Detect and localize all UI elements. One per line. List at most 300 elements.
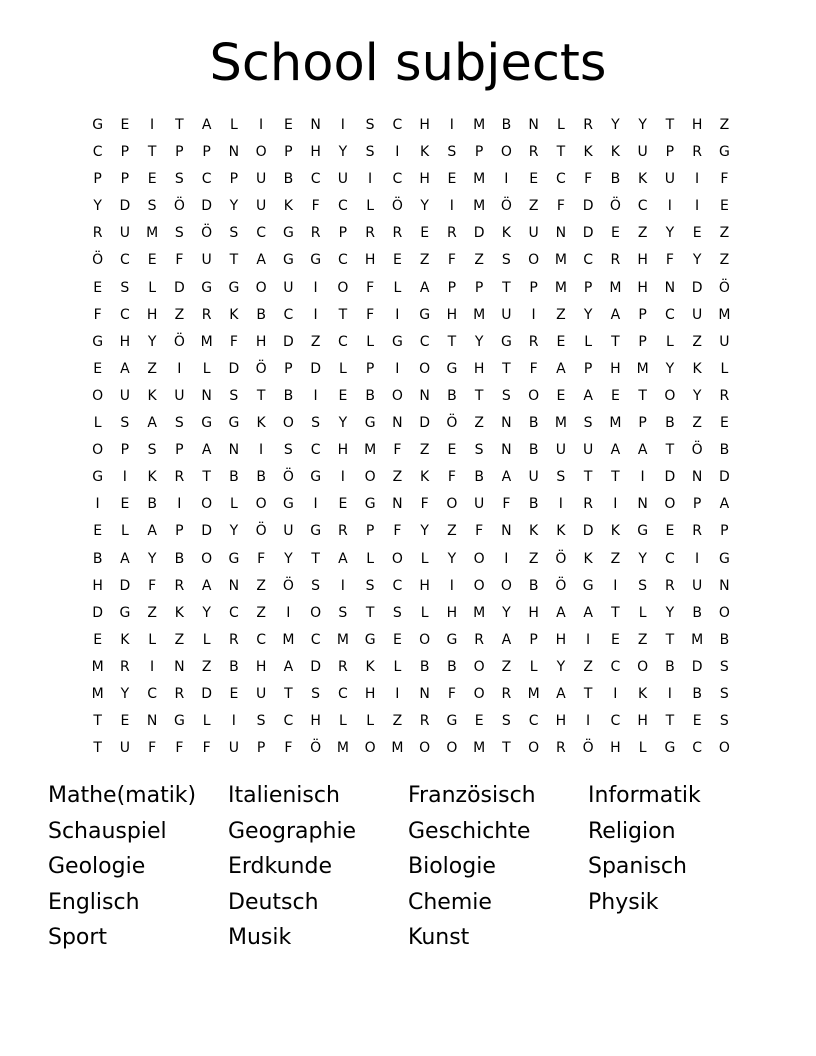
grid-letter: M <box>146 225 159 242</box>
grid-letter: L <box>366 550 375 567</box>
grid-letter: O <box>364 740 376 757</box>
grid-letter: H <box>446 306 458 323</box>
grid-letter: I <box>340 469 345 486</box>
grid-letter: E <box>392 252 402 269</box>
grid-letter: R <box>692 144 702 161</box>
grid-letter: R <box>719 387 730 404</box>
grid-letter: L <box>420 604 429 621</box>
grid-letter: F <box>284 740 293 757</box>
grid-letter: E <box>338 387 348 404</box>
word-list-item: Chemie <box>408 889 492 915</box>
grid-letter: U <box>583 442 594 459</box>
grid-letter: B <box>229 658 239 675</box>
grid-letter: G <box>282 225 294 242</box>
grid-letter: C <box>310 442 321 459</box>
grid-letter: P <box>365 523 375 540</box>
grid-letter: K <box>229 306 239 323</box>
grid-letter: H <box>364 252 376 269</box>
grid-letter: S <box>311 685 321 702</box>
grid-letter: G <box>228 550 240 567</box>
grid-letter: H <box>610 360 621 377</box>
grid-letter: I <box>586 631 591 648</box>
grid-letter: E <box>283 117 293 133</box>
grid-letter: F <box>175 740 184 757</box>
grid-letter: L <box>366 333 375 350</box>
grid-letter: A <box>556 685 566 702</box>
grid-letter: B <box>692 685 702 702</box>
grid-letter: L <box>229 496 238 513</box>
grid-letter: Y <box>202 604 211 621</box>
grid-letter: I <box>695 550 700 567</box>
grid-letter: O <box>637 658 649 675</box>
word-list-item: Religion <box>588 818 676 844</box>
grid-letter: L <box>420 550 429 567</box>
word-list-item: Geschichte <box>408 818 531 844</box>
grid-letter: L <box>393 658 402 675</box>
grid-letter: H <box>637 713 648 730</box>
grid-letter: M <box>473 604 486 621</box>
grid-letter: P <box>175 144 184 161</box>
grid-letter: T <box>284 685 293 702</box>
grid-letter: Z <box>583 658 593 675</box>
grid-letter: O <box>391 387 403 404</box>
grid-letter: D <box>310 658 322 675</box>
grid-letter: H <box>310 144 321 161</box>
word-list-item: Physik <box>588 889 659 915</box>
grid-letter: P <box>338 225 348 242</box>
grid-letter: P <box>284 144 293 161</box>
grid-letter: N <box>201 387 212 404</box>
grid-letter: P <box>638 333 647 350</box>
grid-letter: R <box>556 740 566 757</box>
word-list-item: Informatik <box>588 783 701 808</box>
grid-letter: T <box>311 550 320 567</box>
word-list <box>48 778 788 956</box>
grid-letter: M <box>364 442 377 459</box>
grid-letter: Ö <box>718 279 730 296</box>
grid-letter: B <box>501 117 512 133</box>
grid-letter: N <box>528 117 539 133</box>
grid-letter: A <box>583 604 593 621</box>
grid-letter: A <box>201 442 212 459</box>
grid-row <box>84 112 738 139</box>
grid-letter: K <box>420 469 430 486</box>
grid-letter: G <box>582 577 594 594</box>
grid-letter: S <box>174 415 184 432</box>
grid-letter: Z <box>719 225 730 242</box>
grid-letter: D <box>201 685 213 702</box>
grid-letter: D <box>419 415 431 432</box>
grid-letter: R <box>665 577 675 594</box>
grid-letter: I <box>177 496 182 513</box>
grid-letter: G <box>228 415 240 432</box>
grid-letter: I <box>395 685 400 702</box>
grid-letter: F <box>502 496 511 513</box>
grid-letter: F <box>257 550 266 567</box>
grid-letter: B <box>229 469 239 486</box>
grid-letter: T <box>147 144 157 161</box>
grid-letter: D <box>691 279 703 296</box>
grid-letter: Z <box>637 631 648 648</box>
grid-letter: M <box>554 415 567 432</box>
grid-letter: H <box>310 713 321 730</box>
grid-letter: I <box>259 117 264 133</box>
grid-letter: Z <box>419 252 430 269</box>
grid-letter: T <box>665 713 675 730</box>
grid-letter: I <box>122 469 127 486</box>
grid-letter: I <box>449 117 454 133</box>
grid-letter: Z <box>692 415 702 432</box>
grid-letter: M <box>91 658 104 675</box>
grid-letter: E <box>610 225 620 242</box>
grid-letter: A <box>120 360 130 377</box>
grid-letter: T <box>229 252 239 269</box>
grid-letter: C <box>528 713 539 730</box>
grid-letter: I <box>150 658 155 675</box>
grid-letter: G <box>364 631 376 648</box>
grid-letter: H <box>637 279 648 296</box>
grid-letter: U <box>528 225 539 242</box>
grid-letter: N <box>146 713 158 730</box>
grid-letter: O <box>500 144 512 161</box>
grid-letter: A <box>556 604 566 621</box>
grid-letter: C <box>201 171 212 188</box>
grid-letter: U <box>692 577 703 594</box>
grid-letter: Ö <box>310 740 322 757</box>
grid-letter: I <box>95 496 100 513</box>
grid-letter: O <box>255 279 267 296</box>
grid-letter: C <box>256 631 267 648</box>
grid-letter: Z <box>474 252 484 269</box>
grid-letter: Z <box>147 604 157 621</box>
word-search-grid <box>84 112 738 762</box>
grid-letter: E <box>692 713 702 730</box>
grid-letter: R <box>338 523 348 540</box>
grid-letter: M <box>473 740 486 757</box>
grid-letter: T <box>93 713 102 730</box>
grid-letter: T <box>556 144 566 161</box>
grid-letter: G <box>446 631 458 648</box>
word-list-item: Musik <box>228 925 292 950</box>
grid-letter: H <box>419 171 430 188</box>
grid-letter: I <box>613 685 618 702</box>
grid-letter: R <box>692 523 702 540</box>
grid-letter: G <box>282 252 294 269</box>
grid-letter: M <box>336 631 349 648</box>
grid-letter: U <box>228 740 239 757</box>
grid-letter: O <box>391 550 403 567</box>
grid-letter: Z <box>174 631 185 648</box>
grid-letter: E <box>120 496 130 513</box>
grid-letter: P <box>365 360 375 377</box>
grid-letter: S <box>365 117 375 133</box>
grid-row <box>84 329 738 356</box>
word-list-item: Mathe(matik) <box>48 783 197 808</box>
grid-letter: T <box>502 740 511 757</box>
grid-letter: N <box>719 577 730 594</box>
grid-letter: I <box>395 360 400 377</box>
grid-letter: L <box>393 279 402 296</box>
grid-letter: C <box>337 198 348 215</box>
grid-letter: Y <box>638 550 647 567</box>
grid-letter: K <box>120 631 130 648</box>
grid-letter: I <box>640 469 645 486</box>
grid-letter: Ö <box>500 198 512 215</box>
grid-letter: R <box>92 225 103 242</box>
grid-letter: R <box>338 658 348 675</box>
grid-letter: B <box>447 658 457 675</box>
grid-letter: B <box>665 415 675 432</box>
grid-letter: E <box>556 387 566 404</box>
grid-letter: A <box>120 550 130 567</box>
grid-letter: K <box>692 360 702 377</box>
grid-row <box>84 735 738 762</box>
grid-row <box>84 139 738 166</box>
grid-letter: N <box>228 577 240 594</box>
grid-letter: G <box>201 415 213 432</box>
grid-row <box>84 437 738 464</box>
grid-letter: E <box>147 171 157 188</box>
word-list-item: Geographie <box>228 818 357 844</box>
grid-letter: C <box>610 713 621 730</box>
grid-letter: S <box>311 415 321 432</box>
grid-letter: P <box>447 279 457 296</box>
grid-letter: H <box>473 360 485 377</box>
grid-letter: A <box>719 496 730 513</box>
grid-letter: A <box>338 550 348 567</box>
grid-letter: R <box>174 577 185 594</box>
grid-letter: R <box>120 658 130 675</box>
grid-letter: U <box>256 685 267 702</box>
grid-row <box>84 518 738 545</box>
grid-letter: D <box>718 469 730 486</box>
grid-letter: R <box>528 144 539 161</box>
grid-letter: H <box>255 333 267 350</box>
grid-letter: N <box>228 442 240 459</box>
grid-letter: Ö <box>201 225 213 242</box>
grid-letter: A <box>283 658 294 675</box>
grid-letter: E <box>719 198 729 215</box>
grid-letter: S <box>556 469 566 486</box>
grid-letter: Ö <box>555 550 567 567</box>
grid-letter: S <box>229 387 239 404</box>
grid-letter: Ö <box>173 333 185 350</box>
grid-letter: N <box>501 523 512 540</box>
grid-letter: G <box>201 279 213 296</box>
grid-letter: A <box>501 469 512 486</box>
grid-letter: Y <box>229 523 239 540</box>
grid-letter: C <box>610 658 621 675</box>
grid-letter: K <box>283 198 293 215</box>
grid-letter: I <box>286 604 291 621</box>
grid-letter: O <box>664 496 676 513</box>
grid-row <box>84 356 738 383</box>
grid-row <box>84 627 738 654</box>
grid-letter: O <box>92 442 104 459</box>
grid-letter: P <box>284 360 293 377</box>
grid-letter: H <box>610 740 621 757</box>
grid-letter: C <box>664 306 675 323</box>
grid-letter: C <box>392 577 403 594</box>
grid-letter: C <box>337 685 348 702</box>
grid-letter: E <box>93 360 103 377</box>
grid-letter: R <box>583 496 593 513</box>
grid-letter: A <box>556 360 566 377</box>
grid-letter: S <box>365 577 375 594</box>
grid-letter: P <box>202 144 211 161</box>
grid-letter: H <box>419 117 430 133</box>
grid-letter: R <box>174 469 185 486</box>
grid-letter: L <box>93 415 102 432</box>
grid-letter: L <box>556 117 565 133</box>
grid-letter: G <box>92 469 104 486</box>
grid-letter: P <box>229 171 239 188</box>
grid-letter: S <box>474 442 484 459</box>
grid-letter: P <box>175 523 184 540</box>
grid-letter: F <box>529 360 538 377</box>
grid-letter: G <box>228 279 240 296</box>
grid-letter: F <box>148 577 157 594</box>
grid-letter: I <box>613 577 618 594</box>
grid-letter: C <box>119 306 130 323</box>
grid-letter: O <box>718 740 730 757</box>
grid-letter: I <box>586 713 591 730</box>
grid-letter: P <box>120 442 130 459</box>
grid-letter: M <box>609 415 622 432</box>
grid-letter: C <box>692 740 703 757</box>
word-list-item: Erdkunde <box>228 854 332 879</box>
grid-letter: Ö <box>282 577 294 594</box>
grid-letter: Z <box>719 117 730 133</box>
grid-letter: M <box>473 198 486 215</box>
grid-letter: T <box>256 387 266 404</box>
grid-row <box>84 166 738 193</box>
grid-letter: T <box>447 333 457 350</box>
grid-letter: E <box>120 117 130 133</box>
grid-letter: E <box>93 523 103 540</box>
grid-letter: O <box>255 496 267 513</box>
grid-letter: F <box>393 523 402 540</box>
grid-letter: I <box>504 550 509 567</box>
grid-letter: O <box>364 469 376 486</box>
grid-row <box>84 546 738 573</box>
grid-letter: Z <box>528 550 539 567</box>
grid-letter: F <box>720 171 729 188</box>
grid-letter: R <box>610 252 621 269</box>
grid-letter: O <box>419 360 431 377</box>
grid-letter: P <box>175 442 184 459</box>
grid-letter: G <box>364 415 376 432</box>
grid-letter: S <box>501 387 511 404</box>
grid-letter: T <box>611 333 620 350</box>
grid-letter: O <box>282 415 294 432</box>
grid-letter: P <box>720 523 729 540</box>
grid-letter: G <box>92 333 104 350</box>
grid-letter: I <box>667 685 672 702</box>
grid-letter: U <box>283 279 294 296</box>
grid-letter: E <box>610 387 620 404</box>
grid-letter: I <box>177 360 182 377</box>
grid-letter: T <box>93 740 102 757</box>
grid-letter: B <box>528 577 539 594</box>
grid-letter: O <box>473 658 485 675</box>
grid-letter: K <box>583 550 593 567</box>
grid-letter: H <box>364 685 376 702</box>
grid-letter: G <box>310 469 322 486</box>
grid-letter: H <box>555 631 567 648</box>
grid-letter: A <box>201 577 212 594</box>
grid-letter: G <box>92 117 104 133</box>
grid-row <box>84 383 738 410</box>
grid-letter: P <box>529 631 538 648</box>
grid-letter: E <box>719 415 729 432</box>
grid-letter: B <box>474 469 484 486</box>
grid-letter: F <box>584 171 593 188</box>
grid-letter: I <box>313 306 318 323</box>
grid-letter: R <box>474 631 484 648</box>
grid-letter: Ö <box>92 252 104 269</box>
grid-letter: M <box>718 306 731 323</box>
grid-letter: Y <box>93 198 102 215</box>
grid-letter: E <box>610 631 620 648</box>
grid-letter: P <box>638 415 647 432</box>
grid-letter: Z <box>174 306 185 323</box>
grid-letter: S <box>392 604 402 621</box>
grid-letter: B <box>174 550 185 567</box>
grid-letter: Z <box>719 252 730 269</box>
grid-letter: S <box>365 144 375 161</box>
grid-letter: R <box>229 631 239 648</box>
grid-letter: D <box>119 198 131 215</box>
grid-letter: T <box>365 604 375 621</box>
grid-letter: M <box>636 360 649 377</box>
grid-row <box>84 681 738 708</box>
grid-letter: O <box>201 550 213 567</box>
grid-letter: O <box>419 631 431 648</box>
grid-letter: A <box>256 252 266 269</box>
grid-letter: U <box>528 469 539 486</box>
grid-letter: I <box>313 279 318 296</box>
word-list-item: Kunst <box>408 925 470 950</box>
grid-letter: L <box>148 631 157 648</box>
grid-letter: S <box>120 279 130 296</box>
grid-letter: U <box>555 442 566 459</box>
grid-letter: T <box>665 442 675 459</box>
grid-letter: C <box>147 685 158 702</box>
grid-letter: P <box>256 740 266 757</box>
grid-letter: Z <box>528 198 539 215</box>
grid-letter: T <box>611 604 620 621</box>
grid-letter: U <box>174 387 185 404</box>
grid-letter: C <box>392 117 403 133</box>
grid-letter: I <box>395 306 400 323</box>
grid-letter: E <box>338 496 348 513</box>
grid-row <box>84 573 738 600</box>
grid-letter: P <box>474 144 484 161</box>
grid-letter: Z <box>474 415 484 432</box>
grid-letter: S <box>583 415 593 432</box>
grid-letter: D <box>119 577 131 594</box>
grid-letter: I <box>340 117 345 133</box>
grid-letter: L <box>720 360 729 377</box>
grid-letter: O <box>473 550 485 567</box>
grid-letter: Z <box>419 442 430 459</box>
grid-letter: T <box>665 117 675 133</box>
grid-letter: C <box>283 713 294 730</box>
grid-letter: R <box>201 306 212 323</box>
grid-letter: P <box>665 144 675 161</box>
grid-letter: C <box>392 171 403 188</box>
